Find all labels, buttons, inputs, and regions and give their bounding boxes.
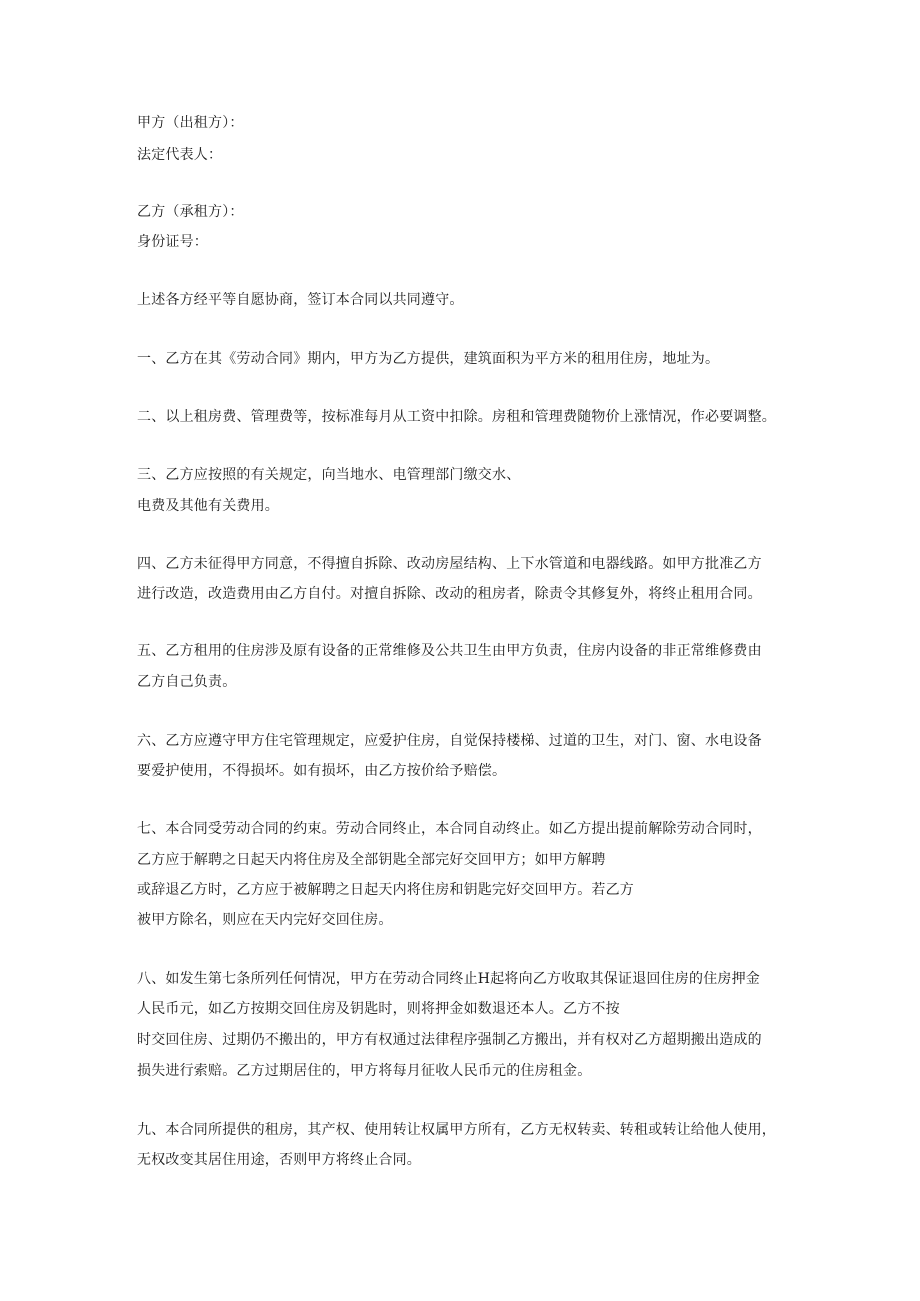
clause-3-line-1: 三、乙方应按照的有关规定，向当地水、电管理部门缴交水、 (137, 467, 521, 483)
clause-2-line-1: 二、以上租房费、管理费等，按标准每月从工资中扣除。房租和管理费随物价上涨情况，作必要调整。 (137, 409, 776, 425)
clause-7-line-1: 七、本合同受劳动合同的约束。劳动合同终止，本合同自动终止。如乙方提出提前解除劳动合同时， (137, 821, 762, 837)
legal-rep-label: 法定代表人： (137, 147, 223, 163)
id-number-label: 身份证号： (137, 234, 208, 250)
preamble-text: 上述各方经平等自愿协商，签订本合同以共同遵守。 (137, 292, 464, 308)
clause-7-line-4: 被甲方除名，则应在天内完好交回住房。 (137, 912, 393, 928)
clause-4-line-2: 进行改造，改造费用由乙方自付。对擅自拆除、改动的租房者，除责令其修复外，将终止租用合同。 (137, 586, 762, 602)
clause-6-line-1: 六、乙方应遵守甲方住宅管理规定，应爱护住房，自觉保持楼梯、过道的卫生，对门、窗、水电设备 (137, 733, 762, 749)
clause-3-line-2: 电费及其他有关费用。 (137, 498, 279, 514)
clause-7-line-3: 或辞退乙方时，乙方应于被解聘之日起天内将住房和钥匙完好交回甲方。若乙方 (137, 882, 634, 898)
clause-8-line-2: 人民币元，如乙方按期交回住房及钥匙时，则将押金如数退还本人。乙方不按 (137, 1001, 620, 1017)
party-a-label: 甲方（出租方）： (137, 115, 244, 131)
clause-6-line-2: 要爱护使用，不得损坏。如有损坏，由乙方按价给予赔偿。 (137, 763, 507, 779)
clause-7-line-2: 乙方应于解聘之日起天内将住房及全部钥匙全部完好交回甲方；如甲方解聘 (137, 852, 606, 868)
clause-4-line-1: 四、乙方未征得甲方同意，不得擅自拆除、改动房屋结构、上下水管道和电器线路。如甲方批准乙方 (137, 556, 762, 572)
clause-8-line-4: 损失进行索赔。乙方过期居住的，甲方将每月征收人民币元的住房租金。 (137, 1063, 592, 1079)
party-b-label: 乙方（承租方）： (137, 204, 244, 220)
clause-8-line-1: 八、如发生第七条所列任何情况，甲方在劳动合同终止H起将向乙方收取其保证退回住房的住房押金 (137, 971, 761, 987)
clause-5-line-1: 五、乙方租用的住房涉及原有设备的正常维修及公共卫生由甲方负责，住房内设备的非正常维修费由 (137, 643, 762, 659)
clause-1-line-1: 一、乙方在其《劳动合同》期内，甲方为乙方提供，建筑面积为平方米的租用住房，地址为。 (137, 351, 720, 367)
clause-9-line-1: 九、本合同所提供的租房，其产权、使用转让权属甲方所有，乙方无权转卖、转租或转让给他人使用， (137, 1122, 776, 1138)
clause-8-line-3: 时交回住房、过期仍不搬出的，甲方有权通过法律程序强制乙方搬出，并有权对乙方超期搬出造成的 (137, 1032, 762, 1048)
clause-5-line-2: 乙方自己负责。 (137, 674, 237, 690)
clause-9-line-2: 无权改变其居住用途，否则甲方将终止合同。 (137, 1152, 421, 1168)
